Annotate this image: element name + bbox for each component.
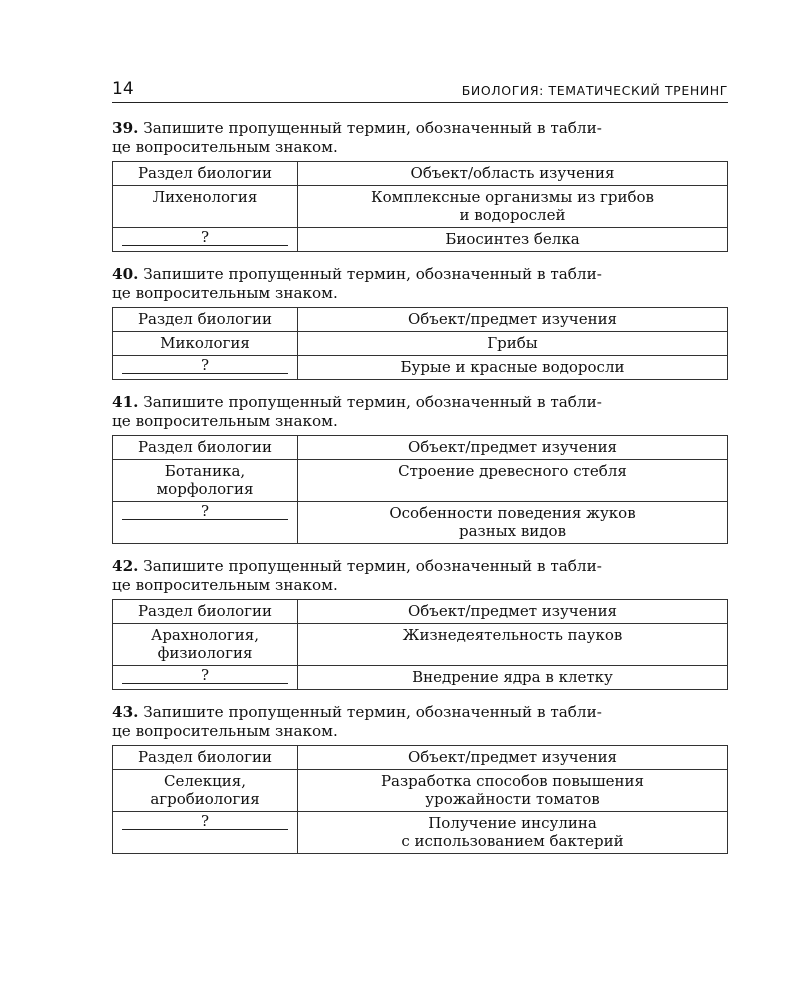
table-row: [113, 502, 728, 544]
section-cell: Микология: [113, 332, 298, 356]
header-cell-object: Объект/предмет изучения: [298, 600, 728, 624]
missing-term-cell: [113, 502, 298, 544]
question-mark: ?: [122, 504, 288, 520]
task-prompt: [112, 265, 728, 303]
task-41: [112, 393, 728, 544]
table-row: [113, 666, 728, 690]
page-number: 14: [112, 79, 134, 99]
task-number: 39.: [112, 119, 139, 137]
task-39: [112, 119, 728, 252]
task-prompt: [112, 557, 728, 595]
section-cell: Селекция, агробиология: [113, 770, 298, 812]
table-row: [113, 812, 728, 854]
table-row: [113, 770, 728, 812]
object-cell: Биосинтез белка: [298, 228, 728, 252]
table-header-row: [113, 308, 728, 332]
task-prompt-text: Запишите пропущенный термин, обозначенный в табли- це вопросительным знаком.: [112, 703, 602, 740]
object-cell: Комплексные организмы из грибов и водорослей: [298, 186, 728, 228]
header-cell-section: Раздел биологии: [113, 308, 298, 332]
task-number: 43.: [112, 703, 139, 721]
task-43: [112, 703, 728, 854]
table-row: [113, 228, 728, 252]
table-header-row: [113, 600, 728, 624]
task-prompt-text: Запишите пропущенный термин, обозначенный в табли- це вопросительным знаком.: [112, 119, 602, 156]
question-mark: ?: [122, 358, 288, 374]
header-cell-object: Объект/предмет изучения: [298, 436, 728, 460]
header-cell-section: Раздел биологии: [113, 600, 298, 624]
answer-table: [112, 745, 728, 854]
object-cell: Получение инсулина с использованием бактерий: [298, 812, 728, 854]
page-header: [112, 76, 728, 103]
task-number: 42.: [112, 557, 139, 575]
answer-table: [112, 435, 728, 544]
document-page: [112, 76, 728, 854]
missing-term-cell: [113, 666, 298, 690]
table-row: [113, 332, 728, 356]
object-cell: Грибы: [298, 332, 728, 356]
table-row: [113, 186, 728, 228]
header-cell-object: Объект/предмет изучения: [298, 308, 728, 332]
missing-term-cell: [113, 228, 298, 252]
object-cell: Бурые и красные водоросли: [298, 356, 728, 380]
missing-term-cell: [113, 812, 298, 854]
section-cell: Арахнология, физиология: [113, 624, 298, 666]
table-header-row: [113, 746, 728, 770]
section-cell: Лихенология: [113, 186, 298, 228]
task-number: 41.: [112, 393, 139, 411]
object-cell: Внедрение ядра в клетку: [298, 666, 728, 690]
question-mark: ?: [122, 814, 288, 830]
task-prompt: [112, 119, 728, 157]
header-cell-object: Объект/предмет изучения: [298, 746, 728, 770]
object-cell: Особенности поведения жуков разных видов: [298, 502, 728, 544]
section-cell: Ботаника, морфология: [113, 460, 298, 502]
table-header-row: [113, 162, 728, 186]
task-prompt-text: Запишите пропущенный термин, обозначенный в табли- це вопросительным знаком.: [112, 265, 602, 302]
task-number: 40.: [112, 265, 139, 283]
table-row: [113, 624, 728, 666]
answer-table: [112, 307, 728, 380]
object-cell: Жизнедеятельность пауков: [298, 624, 728, 666]
running-title: БИОЛОГИЯ: ТЕМАТИЧЕСКИЙ ТРЕНИНГ: [461, 83, 728, 98]
task-prompt-text: Запишите пропущенный термин, обозначенный в табли- це вопросительным знаком.: [112, 557, 602, 594]
object-cell: Разработка способов повышения урожайности томатов: [298, 770, 728, 812]
header-cell-section: Раздел биологии: [113, 746, 298, 770]
answer-table: [112, 599, 728, 690]
answer-table: [112, 161, 728, 252]
task-42: [112, 557, 728, 690]
object-cell: Строение древесного стебля: [298, 460, 728, 502]
task-prompt: [112, 703, 728, 741]
task-prompt-text: Запишите пропущенный термин, обозначенный в табли- це вопросительным знаком.: [112, 393, 602, 430]
header-cell-section: Раздел биологии: [113, 436, 298, 460]
tasks-container: [112, 119, 728, 854]
table-header-row: [113, 436, 728, 460]
table-row: [113, 460, 728, 502]
question-mark: ?: [122, 668, 288, 684]
header-cell-section: Раздел биологии: [113, 162, 298, 186]
table-row: [113, 356, 728, 380]
question-mark: ?: [122, 230, 288, 246]
header-cell-object: Объект/область изучения: [298, 162, 728, 186]
task-prompt: [112, 393, 728, 431]
missing-term-cell: [113, 356, 298, 380]
task-40: [112, 265, 728, 380]
